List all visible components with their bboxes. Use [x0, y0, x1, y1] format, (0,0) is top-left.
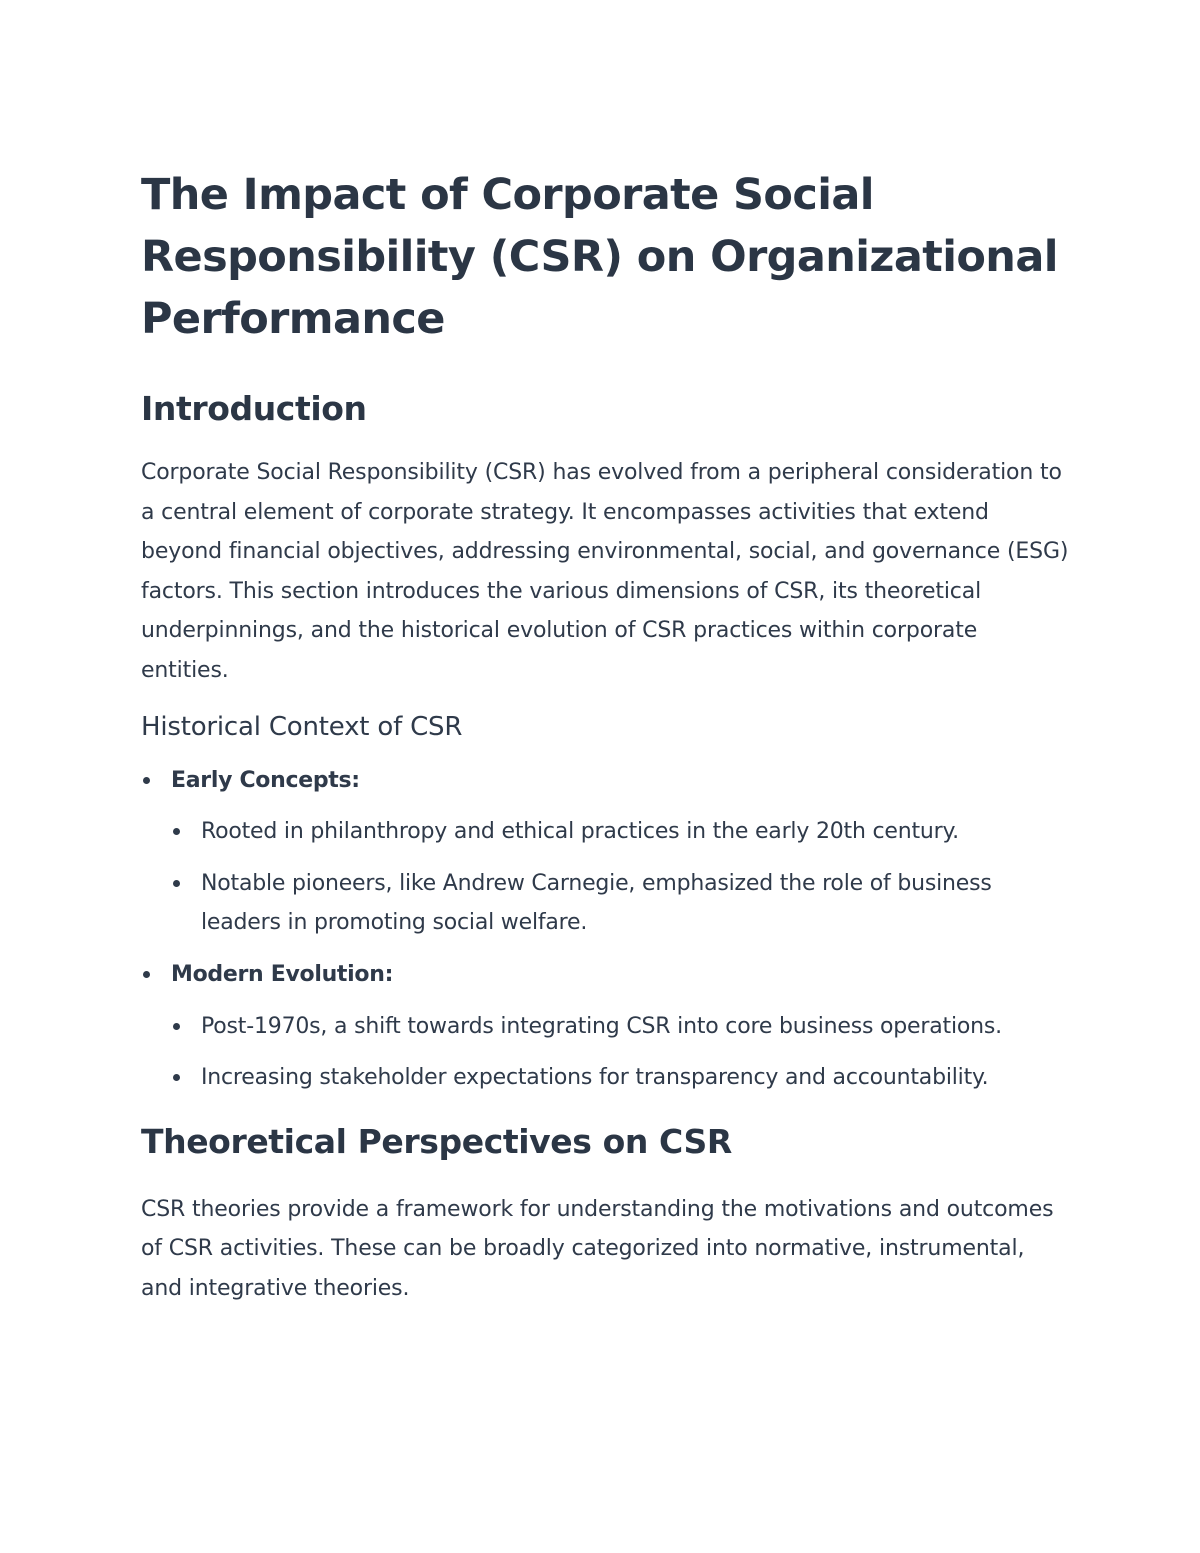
list-item-text: Notable pioneers, like Andrew Carnegie, emphasized the role of business leaders in promoting social welfare.: [201, 870, 992, 936]
bullet-icon: [173, 880, 180, 887]
list-item: [171, 864, 1071, 943]
list-item-label: Early Concepts:: [171, 767, 360, 793]
bullet-icon: [143, 971, 150, 978]
modern-evolution-sublist: [171, 1007, 1071, 1098]
historical-context-list: [141, 761, 1071, 1098]
early-concepts-sublist: [171, 812, 1071, 943]
bullet-icon: [173, 1023, 180, 1030]
list-item-modern-evolution: [141, 955, 1071, 1098]
list-item: [171, 812, 1071, 852]
list-item-text: Rooted in philanthropy and ethical practices in the early 20th century.: [201, 819, 959, 845]
bullet-icon: [173, 828, 180, 835]
section-heading-introduction: Introduction: [141, 389, 367, 428]
list-item-text: Post-1970s, a shift towards integrating CSR into core business operations.: [201, 1013, 1002, 1039]
list-item: [171, 1007, 1071, 1047]
list-item-early-concepts: [141, 761, 1071, 943]
document-title: The Impact of Corporate Social Responsibility (CSR) on Organizational Performance: [141, 170, 1058, 344]
introduction-paragraph: Corporate Social Responsibility (CSR) has evolved from a peripheral consideration to a central element of corporate strategy. It encompasses activities that extend beyond financial objectives, addressing environmental, social, and governance (ESG) factors. This section introduces the various dimensions of CSR, its theoretical underpinnings, and the historical evolution of CSR practices within corporate entities.: [141, 460, 1069, 683]
bullet-icon: [173, 1074, 180, 1081]
bullet-icon: [143, 777, 150, 784]
subsection-heading-historical-context: Historical Context of CSR: [141, 711, 463, 742]
list-item-label: Modern Evolution:: [171, 961, 394, 987]
list-item-text: Increasing stakeholder expectations for transparency and accountability.: [201, 1065, 989, 1091]
document-page: [141, 164, 1071, 1309]
list-item: [171, 1058, 1071, 1098]
theoretical-perspectives-paragraph: CSR theories provide a framework for understanding the motivations and outcomes of CSR activities. These can be broadly categorized into normative, instrumental, and integrative theories.: [141, 1196, 1054, 1301]
section-heading-theoretical-perspectives: Theoretical Perspectives on CSR: [141, 1121, 732, 1161]
